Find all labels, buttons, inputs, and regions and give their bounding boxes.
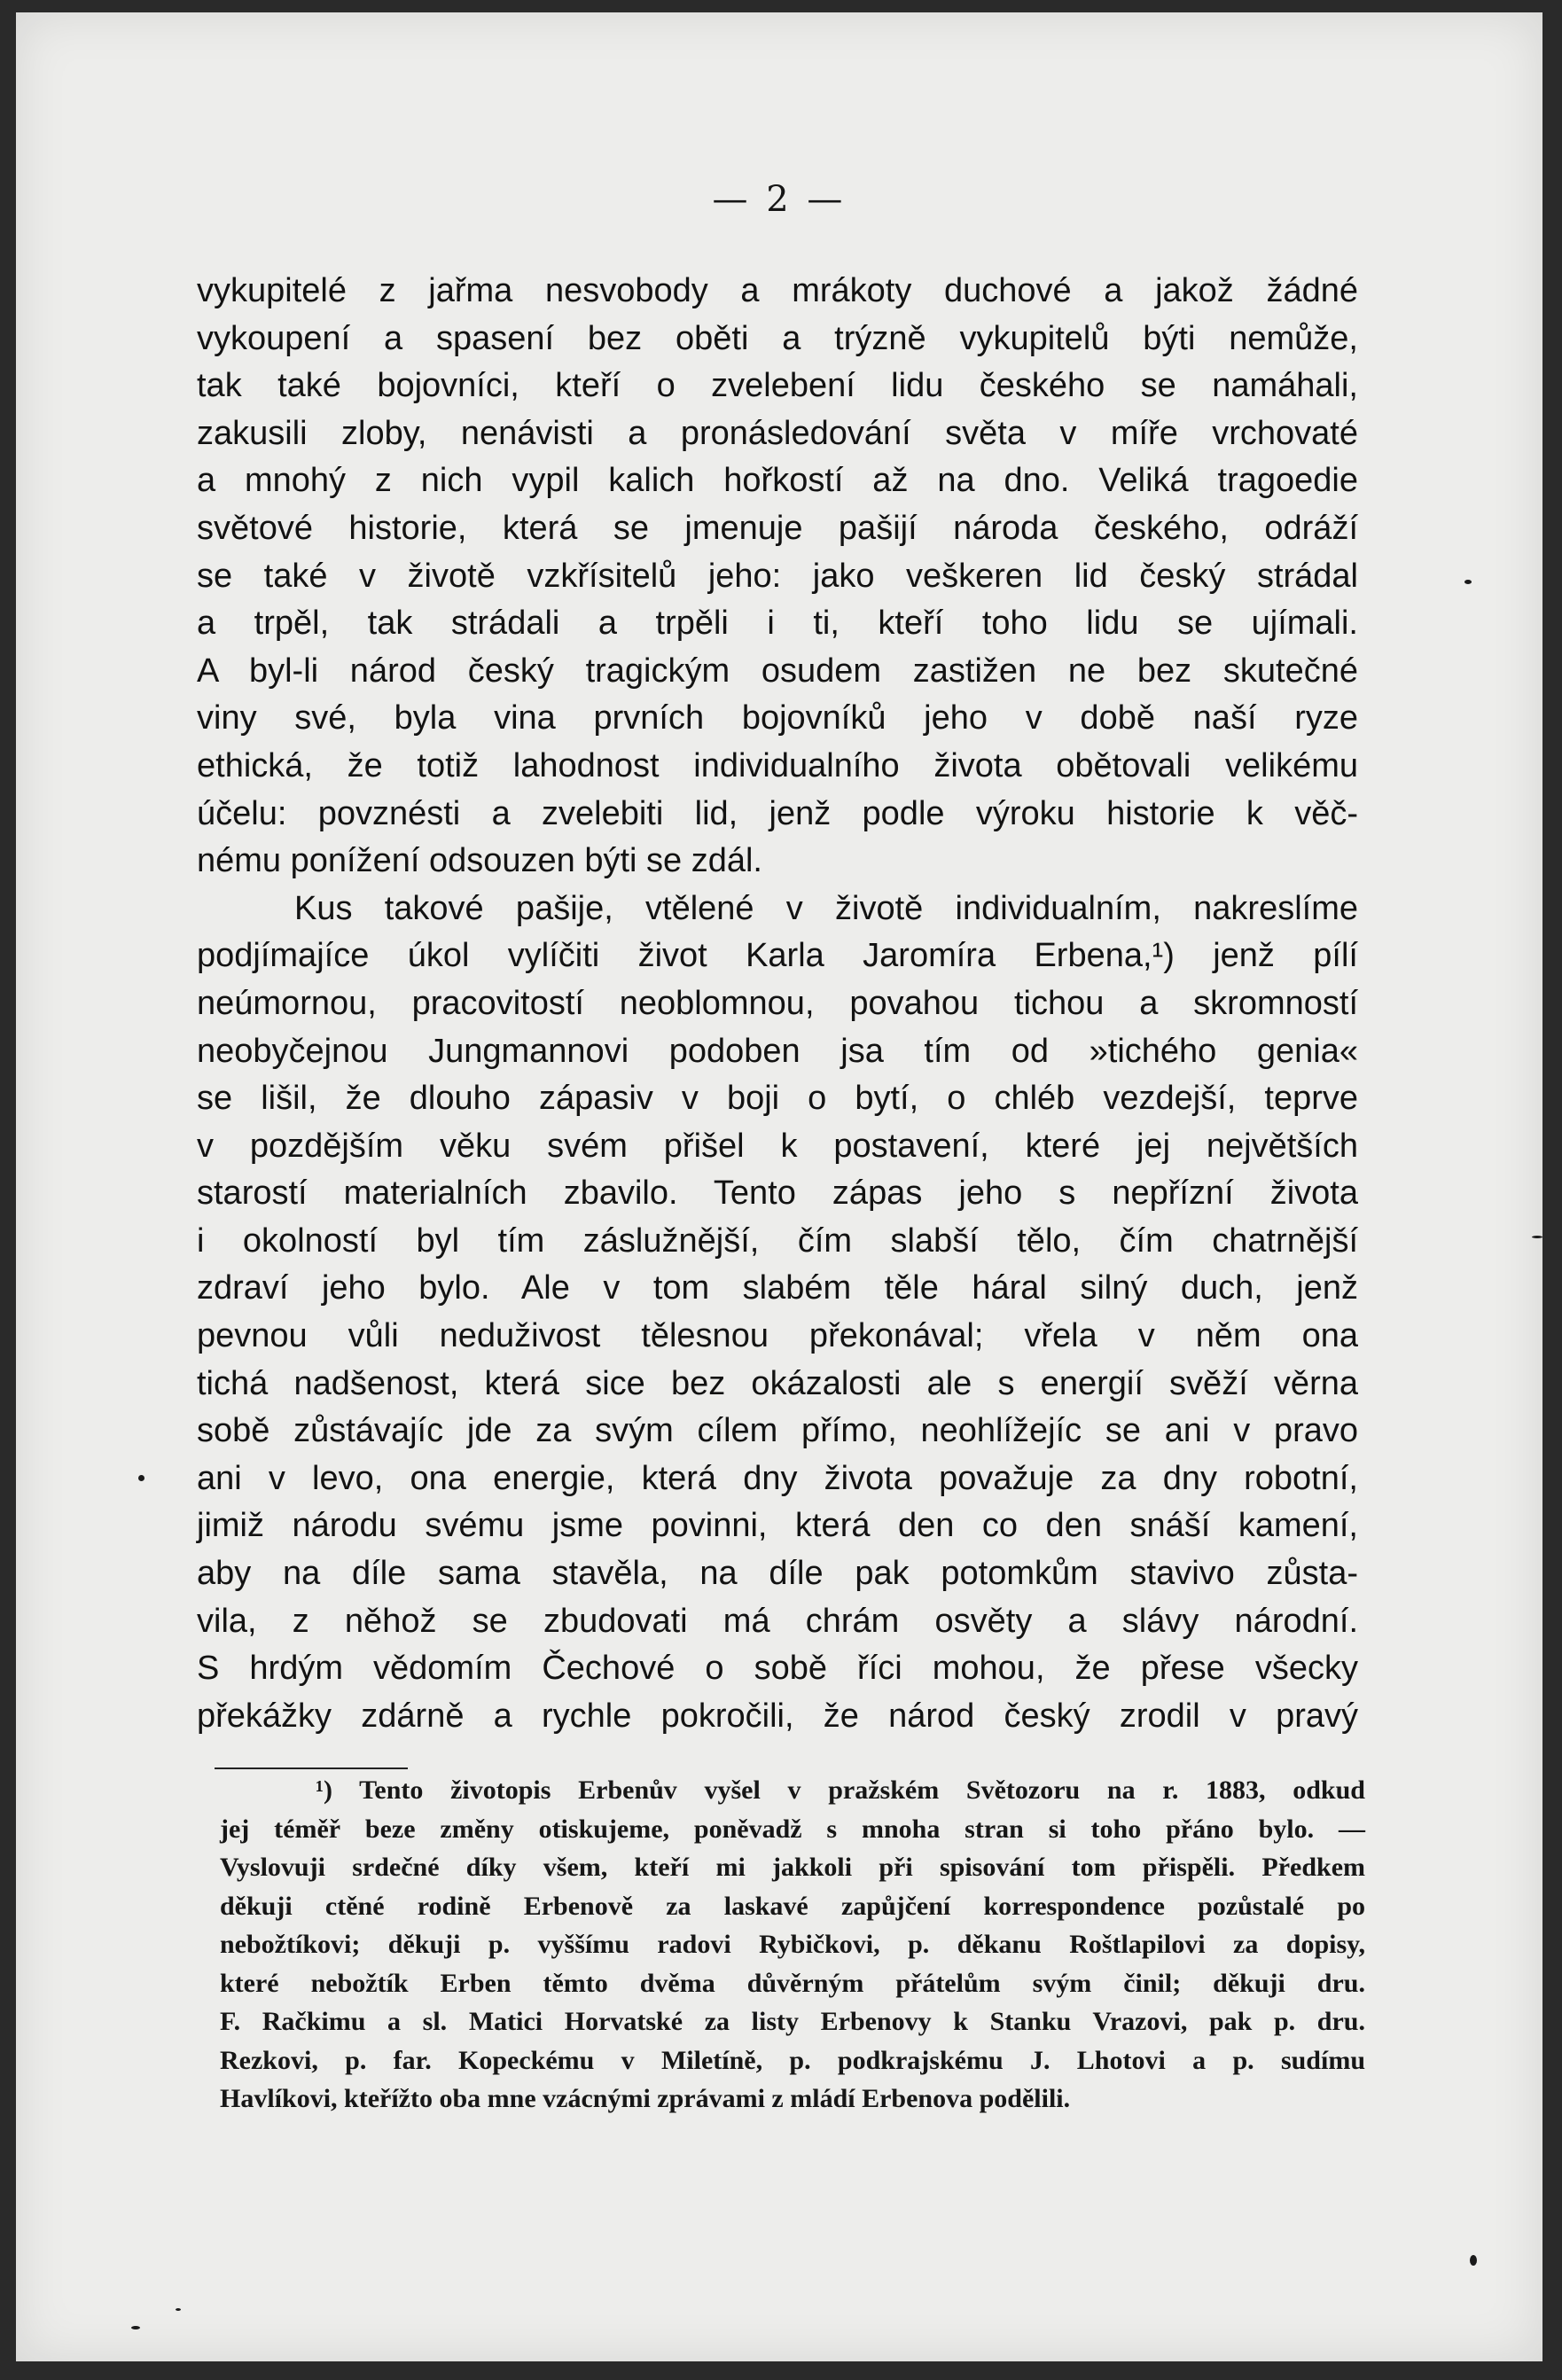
text-line: a trpěl, tak strádali a trpěli i ti, kteří toho lidu se ujímali. [197, 605, 1358, 643]
text-line: zdraví jeho bylo. Ale v tom slabém těle háral silný duch, jenž [197, 1269, 1358, 1307]
main-text [197, 268, 1358, 1740]
text-line: ethická, že totiž lahodnost individualního života obětovali velikému [197, 746, 1358, 784]
text-line: vykoupení a spasení bez oběti a trýzně vykupitelů býti nemůže, [197, 319, 1358, 357]
text-line: aby na díle sama stavěla, na díle pak potomkům stavivo zůsta- [197, 1555, 1358, 1593]
text-line: jimiž národu svému jsme povinni, která den co den snáší kamení, [197, 1507, 1358, 1545]
paragraph-2 [197, 886, 1358, 1741]
text-line: pevnou vůli neduživost tělesnou překonával; vřela v něm ona [197, 1317, 1358, 1355]
text-line: i okolností byl tím záslužnější, čím slabší tělo, čím chatrnější [197, 1221, 1358, 1260]
scanned-page [16, 12, 1542, 2361]
scan-speck [131, 2326, 140, 2329]
footnote-line: Rezkovi, p. far. Kopeckému v Miletíně, p. podkrajskému J. Lhotovi a p. sudímu [220, 2045, 1365, 2075]
footnote-line: Vyslovuji srdečné díky všem, kteří mi jakkoli při spisování tom přispěli. Předkem [220, 1853, 1365, 1882]
scan-speck [176, 2308, 181, 2311]
text-line: neobyčejnou Jungmannovi podoben jsa tím od »tichého genia« [197, 1032, 1358, 1070]
footnote-line: děkuji ctěné rodině Erbenově za laskavé zapůjčení korrespondence pozůstalé po [220, 1891, 1365, 1921]
footnote-line: jej téměř beze změny otiskujeme, poněvadž s mnoha stran si toho přáno bylo. — [220, 1814, 1365, 1844]
footnote-line: které nebožtík Erben těmto dvěma důvěrným přátelům svým činil; děkuji dru. [220, 1968, 1365, 1998]
text-line: S hrdým vědomím Čechové o sobě říci mohou, že přese všecky [197, 1650, 1358, 1688]
text-line: A byl-li národ český tragickým osudem zastižen ne bez skutečné [197, 652, 1358, 690]
scan-speck [1464, 580, 1472, 584]
text-line: zakusili zloby, nenávisti a pronásledování světa v míře vrchovaté [197, 414, 1358, 452]
text-line: se lišil, že dlouho zápasiv v boji o bytí, o chléb vezdejší, teprve [197, 1080, 1358, 1118]
scan-speck [1470, 2255, 1477, 2266]
footnote-divider [215, 1767, 408, 1769]
scan-speck [138, 1475, 144, 1481]
text-line: vykupitelé z jařma nesvobody a mrákoty duchové a jakož žádné [197, 272, 1358, 309]
text-line: účelu: povznésti a zvelebiti lid, jenž podle výroku historie k věč- [197, 794, 1358, 832]
text-line: v pozdějším věku svém přišel k postavení, které jej největších [197, 1127, 1358, 1165]
text-line: Kus takové pašije, vtělené v životě individualním, nakreslíme [294, 889, 1358, 927]
text-line: tak také bojovníci, kteří o zvelebení lidu českého se namáhali, [197, 367, 1358, 405]
text-line: světové historie, která se jmenuje pašijí národa českého, odráží [197, 509, 1358, 547]
text-line: neúmornou, pracovitostí neoblomnou, povahou tichou a skromností [197, 984, 1358, 1022]
footnote-line: F. Račkimu a sl. Matici Horvatské za listy Erbenovy k Stanku Vrazovi, pak p. dru. [220, 2007, 1365, 2036]
page-number: — 2 — [712, 179, 847, 220]
text-line: překážky zdárně a rychle pokročili, že národ český zrodil v pravý [197, 1697, 1358, 1735]
text-line: a mnohý z nich vypil kalich hořkostí až na dno. Veliká tragoedie [197, 462, 1358, 500]
text-line: viny své, byla vina prvních bojovníků jeho v době naší ryze [197, 699, 1358, 737]
text-line: starostí materialních zbavilo. Tento zápas jeho s nepřízní života [197, 1174, 1358, 1213]
paragraph-1 [197, 268, 1358, 886]
text-line: ani v levo, ona energie, která dny života považuje za dny robotní, [197, 1459, 1358, 1497]
footnote-line: nebožtíkovi; děkuji p. vyššímu radovi Rybičkovi, p. děkanu Roštlapilovi za dopisy, [220, 1930, 1365, 1959]
text-line: tichá nadšenost, která sice bez okázalosti ale s energií svěží věrna [197, 1364, 1358, 1402]
scan-speck [1532, 1236, 1542, 1238]
footnote-line: ¹) Tento životopis Erbenův vyšel v pražském Světozoru na r. 1883, odkud [316, 1775, 1365, 1805]
text-line: sobě zůstávajíc jde za svým cílem přímo, neohlížejíc se ani v pravo [197, 1412, 1358, 1450]
text-line: se také v životě vzkřísitelů jeho: jako veškeren lid český strádal [197, 557, 1358, 595]
text-line: nému ponížení odsouzen býti se zdál. [197, 842, 762, 880]
text-line: vila, z něhož se zbudovati má chrám osvěty a slávy národní. [197, 1602, 1358, 1640]
text-line: podjímajíce úkol vylíčiti život Karla Jaromíra Erbena,¹) jenž pílí [197, 937, 1358, 975]
footnote [220, 1771, 1365, 2119]
footnote-line: Havlíkovi, kteřížto oba mne vzácnými zprávami z mládí Erbenova podělili. [220, 2084, 1071, 2113]
